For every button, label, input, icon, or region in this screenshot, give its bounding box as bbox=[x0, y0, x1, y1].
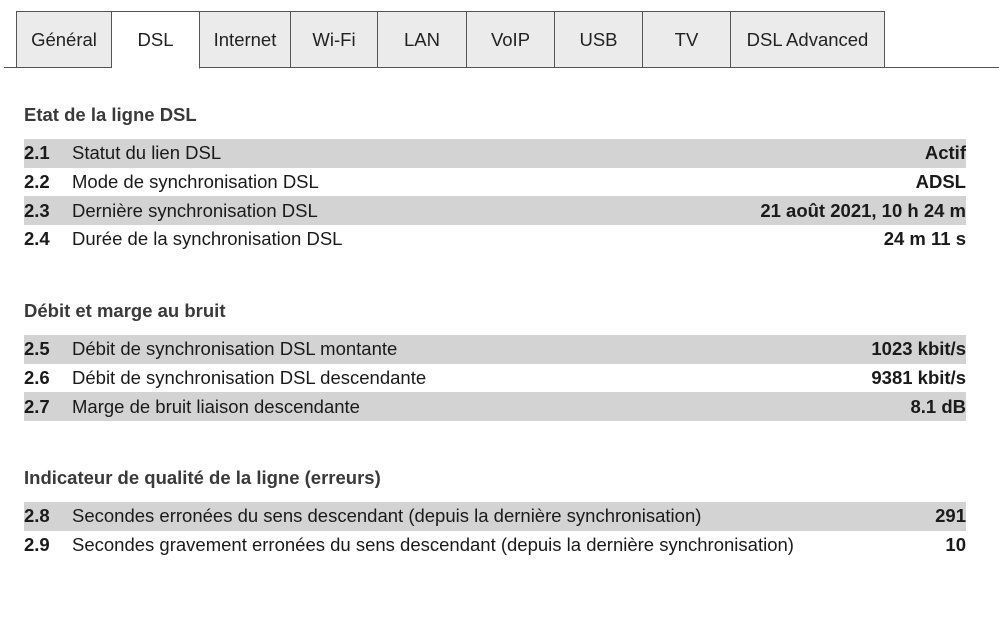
row-value: 21 août 2021, 10 h 24 m bbox=[760, 199, 966, 221]
tab-dsl[interactable]: DSL bbox=[112, 11, 200, 69]
row-value: 1023 kbit/s bbox=[871, 338, 966, 360]
table-row bbox=[24, 392, 966, 421]
section-rate-noise-margin bbox=[24, 299, 966, 421]
row-number: 2.4 bbox=[24, 228, 50, 250]
tab-dsl-advanced[interactable]: DSL Advanced bbox=[731, 11, 885, 68]
row-value: Actif bbox=[924, 142, 966, 164]
row-number: 2.3 bbox=[24, 199, 50, 221]
section-line-status bbox=[24, 103, 966, 254]
row-label: Statut du lien DSL bbox=[72, 142, 222, 164]
table-row bbox=[24, 225, 966, 254]
row-value: 10 bbox=[945, 534, 966, 556]
row-value: 291 bbox=[935, 505, 966, 527]
row-number: 2.8 bbox=[24, 505, 50, 527]
tab-tv[interactable]: TV bbox=[643, 11, 731, 68]
row-label: Mode de synchronisation DSL bbox=[72, 171, 319, 193]
row-number: 2.5 bbox=[24, 338, 50, 360]
table-row bbox=[24, 335, 966, 364]
row-value: 8.1 dB bbox=[910, 395, 966, 417]
row-number: 2.7 bbox=[24, 395, 50, 417]
tab-usb[interactable]: USB bbox=[555, 11, 643, 68]
row-label: Secondes erronées du sens descendant (depuis la dernière synchronisation) bbox=[72, 505, 702, 527]
table-row bbox=[24, 139, 966, 168]
table-row bbox=[24, 196, 966, 225]
row-value: 24 m 11 s bbox=[883, 228, 966, 250]
row-label: Marge de bruit liaison descendante bbox=[72, 395, 360, 417]
row-label: Dernière synchronisation DSL bbox=[72, 199, 318, 221]
table-row bbox=[24, 168, 966, 197]
tab-bar bbox=[4, 11, 999, 68]
row-value: ADSL bbox=[915, 171, 966, 193]
section-title: Indicateur de qualité de la ligne (erreurs) bbox=[24, 467, 381, 488]
table-row bbox=[24, 531, 966, 560]
tab-lan[interactable]: LAN bbox=[378, 11, 467, 68]
row-number: 2.6 bbox=[24, 367, 50, 389]
tab-wifi[interactable]: Wi-Fi bbox=[291, 11, 378, 68]
row-number: 2.9 bbox=[24, 534, 50, 556]
tab-general[interactable]: Général bbox=[16, 11, 112, 68]
section-title: Débit et marge au bruit bbox=[24, 300, 226, 321]
row-label: Secondes gravement erronées du sens descendant (depuis la dernière synchronisation) bbox=[72, 534, 794, 556]
row-label: Débit de synchronisation DSL descendante bbox=[72, 367, 427, 389]
row-number: 2.2 bbox=[24, 171, 50, 193]
table-row bbox=[24, 364, 966, 393]
section-title: Etat de la ligne DSL bbox=[24, 104, 197, 125]
row-value: 9381 kbit/s bbox=[871, 367, 966, 389]
table-row bbox=[24, 502, 966, 531]
tab-internet[interactable]: Internet bbox=[200, 11, 291, 68]
row-label: Durée de la synchronisation DSL bbox=[72, 228, 343, 250]
row-number: 2.1 bbox=[24, 142, 50, 164]
tab-list bbox=[16, 11, 885, 69]
tab-voip[interactable]: VoIP bbox=[467, 11, 555, 68]
section-line-quality-errors bbox=[24, 466, 966, 559]
row-label: Débit de synchronisation DSL montante bbox=[72, 338, 398, 360]
